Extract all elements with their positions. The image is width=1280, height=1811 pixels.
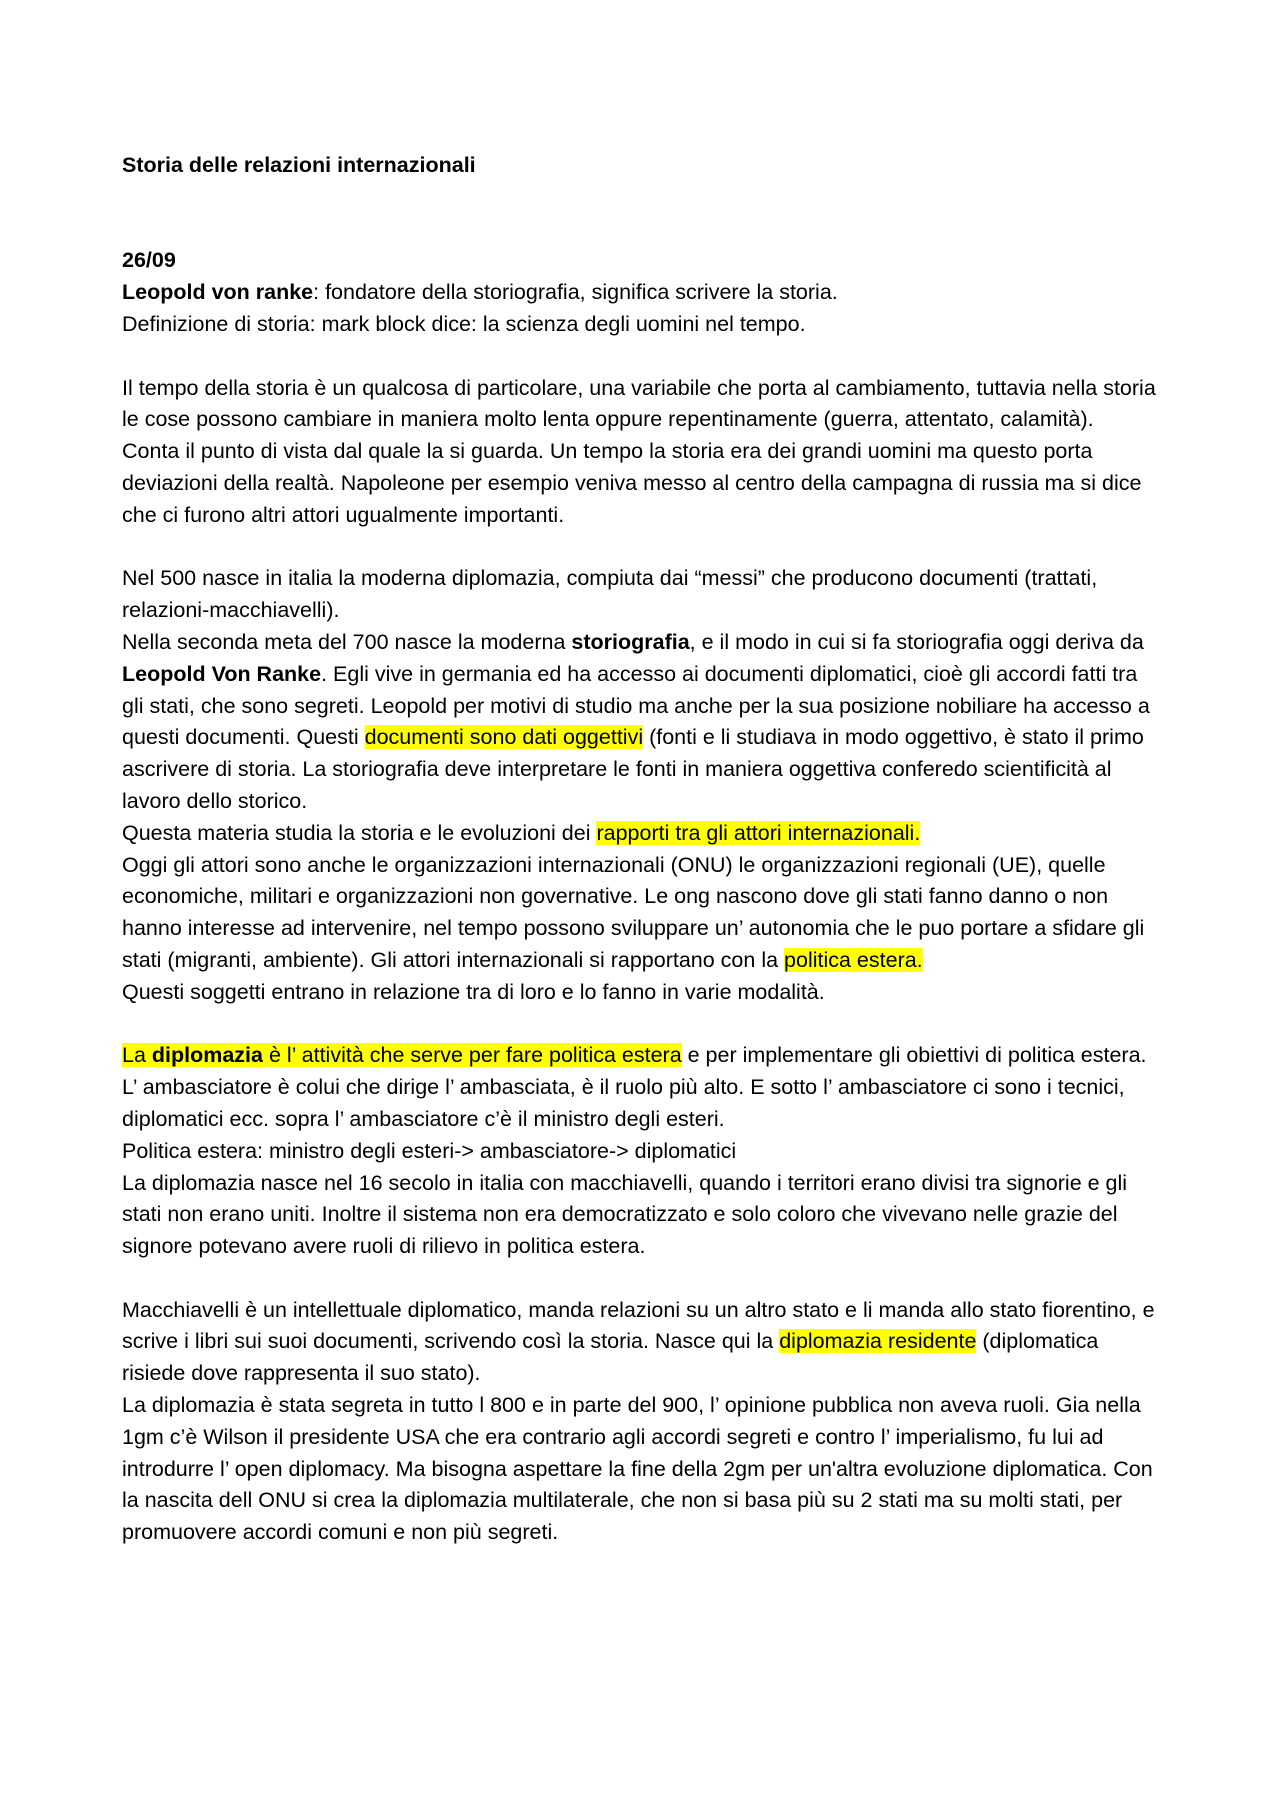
spacer xyxy=(122,532,1162,564)
text: , e il modo in cui si fa storiografia oggi deriva da xyxy=(689,629,1144,654)
highlight-rapporti-attori: rapporti tra gli attori internazionali. xyxy=(596,820,921,845)
spacer xyxy=(122,1263,1162,1295)
paragraph-storiografia xyxy=(122,627,1162,818)
spacer xyxy=(122,214,1162,246)
paragraph-gerarchia: Politica estera: ministro degli esteri-> ambasciatore-> diplomatici xyxy=(122,1138,737,1163)
text: e per implementare gli obiettivi di politica estera. L’ ambasciatore è colui che dirige l’ ambasciata, è il ruolo più alto. E sotto l’ ambasciatore ci sono i tecnici, diplomatici ecc. sopra l’ ambasciatore c’è il ministro degli esteri. xyxy=(122,1043,1147,1131)
text: (fonti e li studiava in modo oggettivo, è stato il primo ascrivere di storia. La storiografia deve interpretare le fonti in maniera oggettiva conferedo scientificità al lavoro dello storico. xyxy=(122,725,1144,813)
paragraph-16-secolo: La diplomazia nasce nel 16 secolo in italia con macchiavelli, quando i territori erano divisi tra signorie e gli stati non erano uniti. Inoltre il sistema non era democratizzato e solo coloro che vivevano nelle grazie del signore potevano avere ruoli di rilievo in politica estera. xyxy=(122,1170,1128,1259)
highlight-attivita: è l’ attività che serve per fare politica estera xyxy=(263,1043,682,1068)
paragraph-attori xyxy=(122,850,1162,977)
paragraph-segreta: La diplomazia è stata segreta in tutto l 800 e in parte del 900, l’ opinione pubblica non aveva ruoli. Gia nella 1gm c’è Wilson il presidente USA che era contrario agli accordi segreti e contro l’ imperialismo, fu lui ad introdurre l’ open diplomacy. Ma bisogna aspettare la fine della 2gm per un'altra evoluzione diplomatica. Con la nascita dell ONU si crea la diplomazia multilaterale, che non si basa più su 2 stati ma su molti stati, per promuovere accordi comuni e non più segreti. xyxy=(122,1393,1153,1545)
text: . Egli vive in germania ed ha accesso ai documenti diplomatici, cioè gli accordi fatti tra gli stati, che sono segreti. Leopold per motivi di studio ma anche per la sua posizione nobiliare ha accesso a questi documenti. Questi xyxy=(122,661,1150,750)
paragraph-materia xyxy=(122,818,1162,850)
term-storiografia: storiografia xyxy=(571,629,690,654)
lecture-date: 26/09 xyxy=(122,248,176,273)
paragraph-definition: Definizione di storia: mark block dice: la scienza degli uomini nel tempo. xyxy=(122,311,806,336)
document-title: Storia delle relazioni internazionali xyxy=(122,153,476,177)
spacer xyxy=(122,182,1162,214)
highlight-diplomazia-residente: diplomazia residente xyxy=(779,1329,977,1354)
paragraph-diplomazia xyxy=(122,1040,1162,1135)
spacer xyxy=(122,1009,1162,1041)
highlight-documenti-oggettivi: documenti sono dati oggettivi xyxy=(364,725,644,750)
paragraph-macchiavelli xyxy=(122,1295,1162,1390)
spacer xyxy=(122,341,1162,373)
highlight-la: La xyxy=(122,1043,152,1068)
text: Macchiavelli è un intellettuale diplomatico, manda relazioni su un altro stato e li manda allo stato fiorentino, e scrive i libri sui suoi documenti, scrivendo così la storia. Nasce qui la xyxy=(122,1297,1155,1354)
term-leopold-von-ranke: Leopold Von Ranke xyxy=(122,661,322,686)
paragraph-500: Nel 500 nasce in italia la moderna diplomazia, compiuta dai “messi” che producono documenti (trattati, relazioni-macchiavelli). xyxy=(122,566,1098,623)
text: : fondatore della storiografia, significa scrivere la storia. xyxy=(313,280,838,305)
term-ranke: Leopold von ranke xyxy=(122,280,314,305)
paragraph-ranke-intro xyxy=(122,277,1162,309)
paragraph-soggetti: Questi soggetti entrano in relazione tra di loro e lo fanno in varie modalità. xyxy=(122,979,825,1004)
text: Oggi gli attori sono anche le organizzazioni internazionali (ONU) le organizzazioni regionali (UE), quelle economiche, militari e organizzazioni non governative. Le ong nascono dove gli stati fanno danno o non hanno interesse ad intervenire, nel tempo possono sviluppare un’ autonomia che le puo portare a sfidare gli stati (migranti, ambiente). Gli attori internazionali si rapportano con la xyxy=(122,852,1145,972)
term-diplomazia: diplomazia xyxy=(151,1043,263,1068)
text: Questa materia studia la storia e le evoluzioni dei xyxy=(122,820,597,845)
highlight-politica-estera: politica estera. xyxy=(784,947,923,972)
paragraph-point-of-view: Conta il punto di vista dal quale la si guarda. Un tempo la storia era dei grandi uomini ma questo porta deviazioni della realtà. Napoleone per esempio veniva messo al centro della campagna di russia ma si dice che ci furono altri attori ugualmente importanti. xyxy=(122,439,1142,527)
text: (diplomatica risiede dove rappresenta il suo stato). xyxy=(122,1329,1099,1386)
paragraph-time: Il tempo della storia è un qualcosa di particolare, una variabile che porta al cambiamento, tuttavia nella storia le cose possono cambiare in maniera molto lenta oppure repentinamente (guerra, attentato, calamità). xyxy=(122,375,1156,432)
text: Nella seconda meta del 700 nasce la moderna xyxy=(122,629,572,654)
document-page xyxy=(122,150,1162,1549)
